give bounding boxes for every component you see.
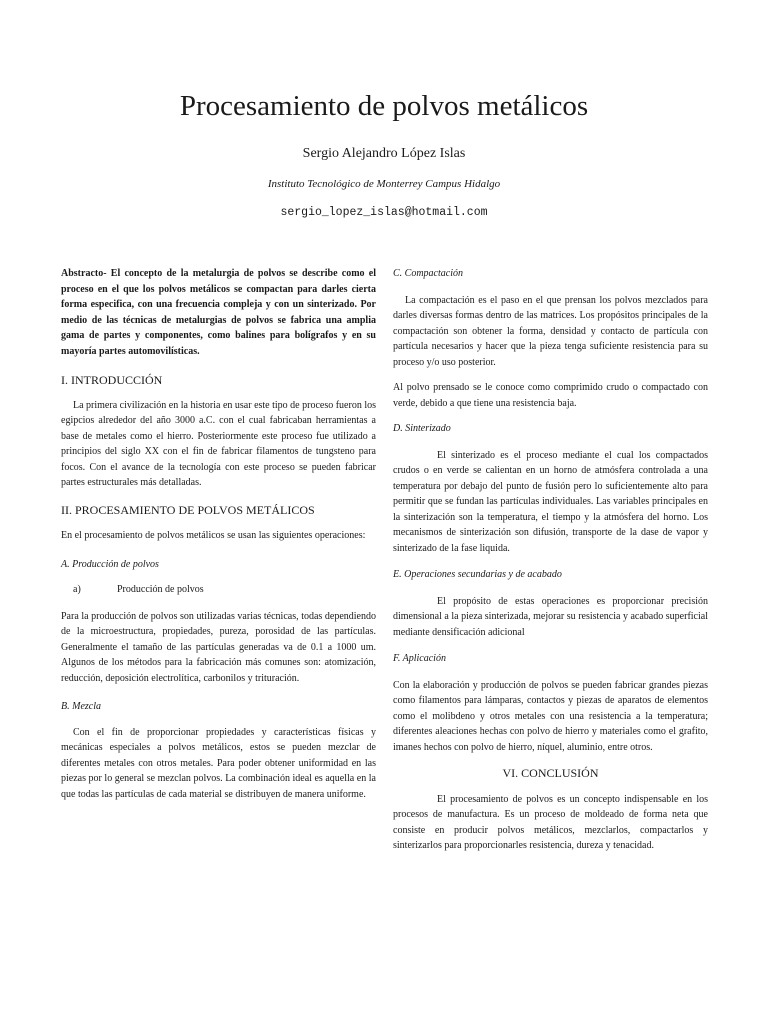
abstract: Abstracto- El concepto de la metalurgia de polvos se describe como el proceso en el que los polvos metálicos se compactan para darles cierta forma especifica, con una frecuencia compleja y con un sinterizado. Por medio de las técnicas de metalurgias de polvos se fabrica una amplia gama de partes y componentes, como balines para bolígrafos y en su mayoría partes automovilísticas. <box>61 268 376 357</box>
left-column <box>61 266 376 802</box>
paragraph-compactacion-2: Al polvo prensado se le conoce como comprimido crudo o compactado con verde, debido a que tiene una resistencia baja. <box>393 382 708 409</box>
list-item <box>61 582 376 598</box>
subsection-heading-compactacion: C. Compactación <box>393 268 463 279</box>
paper-title: Procesamiento de polvos metálicos <box>179 90 589 122</box>
section-heading-procesamiento: II. PROCESAMIENTO DE POLVOS METÁLICOS <box>61 502 315 517</box>
paragraph-introduccion: La primera civilización en la historia en usar este tipo de proceso fueron los egipcios alrededor del año 3000 a.C. con el cual fabricaban herramientas a base de metales como el hierro. Posteriormente este proceso fue utilizado a principios del siglo XX con el fin de fabricar filamentos de tungsteno para focos. Con el avance de la tecnología con este proceso se pueden fabricar partes estructurales más detalladas. <box>61 399 376 488</box>
paragraph-mezcla: Con el fin de proporcionar propiedades y características físicas y mecánicas especiales a polvos metálicos, estos se pueden mezclar de diferentes metales con otros metales. Para poder obtener uniformidad en las piezas por lo general se mezclan polvos. La combinación ideal es aquella en la que todas las partículas de cada material se distribuyen de manera uniforme. <box>61 726 376 800</box>
paragraph-procesamiento: En el procesamiento de polvos metálicos se usan las siguientes operaciones: <box>61 530 366 541</box>
paragraph-sinterizado: El sinterizado es el proceso mediante el cual los compactados crudos o en verde se calientan en un horno de atmósfera controlada a una temperatura por debajo del punto de fusión pero lo suficientemente alto para permitir que se fundan las partículas individuales. Las variables principales en la sinterización son la temperatura, el tiempo y la atmósfera del horno. Los mecanismos de sinterización son difusión, transporte de la dase de vapor y sinterizado de la fase liquida. <box>393 449 708 554</box>
paragraph-produccion: Para la producción de polvos son utilizadas varias técnicas, todas dependiendo de la microestructura, propiedades, pureza, porosidad de las partículas. Generalmente el tamaño de las partículas generadas va de 0.1 a 1000 um. Algunos de los métodos para la fabricación más comunes son: atomización, reducción, deposición electrolítica, carbonilos y trituración. <box>61 610 376 684</box>
subsection-heading-produccion: A. Producción de polvos <box>61 558 159 570</box>
subsection-heading-sinterizado: D. Sinterizado <box>393 423 451 434</box>
paragraph-compactacion-1: La compactación es el paso en el que prensan los polvos mezclados para darles diversas formas dentro de las matrices. Los propósitos principales de la compactación son obtener la forma, densidad y contacto de partícula con partícula necesarios y hacer que la pieza tenga suficiente resistencia para su proceso y/o uso posterior. <box>393 294 708 368</box>
list-item-text: Producción de polvos <box>117 584 204 595</box>
right-column <box>393 266 708 854</box>
author-name: Sergio Alejandro López Islas <box>302 146 466 161</box>
paragraph-aplicacion: Con la elaboración y producción de polvos se pueden fabricar grandes piezas como filamentos para lámparas, contactos y piezas de aparatos de elementos como el molibdeno y otros metales con una resistencia a la temperatura; diferentes aleaciones hechas con polvo de hierro y materiales como el grafito, imanes hechos con polvo de hierro, níquel, aluminio, entre otros. <box>393 679 708 753</box>
subsection-heading-operaciones: E. Operaciones secundarias y de acabado <box>393 569 562 580</box>
paragraph-conclusion: El procesamiento de polvos es un concepto indispensable en los procesos de manufactura. Es un proceso de moldeado de forma neta que consiste en producir polvos metálicos, mezclarlos, compactarlos y sinterizarlos para proporcionarles resistencia, dureza y tenacidad. <box>393 793 708 851</box>
list-marker: a) <box>73 584 81 595</box>
subsection-heading-mezcla: B. Mezcla <box>61 701 101 712</box>
author-email: sergio_lopez_islas@hotmail.com <box>280 206 488 219</box>
section-heading-introduccion: I. INTRODUCCIÓN <box>61 373 163 387</box>
section-heading-conclusion: VI. CONCLUSIÓN <box>502 766 599 780</box>
author-affiliation: Instituto Tecnológico de Monterrey Campus Hidalgo <box>267 178 501 190</box>
paragraph-operaciones: El propósito de estas operaciones es proporcionar precisión dimensional a la pieza sinterizada, mejorar su resistencia y acabado superficial mediante densificación adicional <box>393 595 708 638</box>
subsection-heading-aplicacion: F. Aplicación <box>393 653 446 664</box>
